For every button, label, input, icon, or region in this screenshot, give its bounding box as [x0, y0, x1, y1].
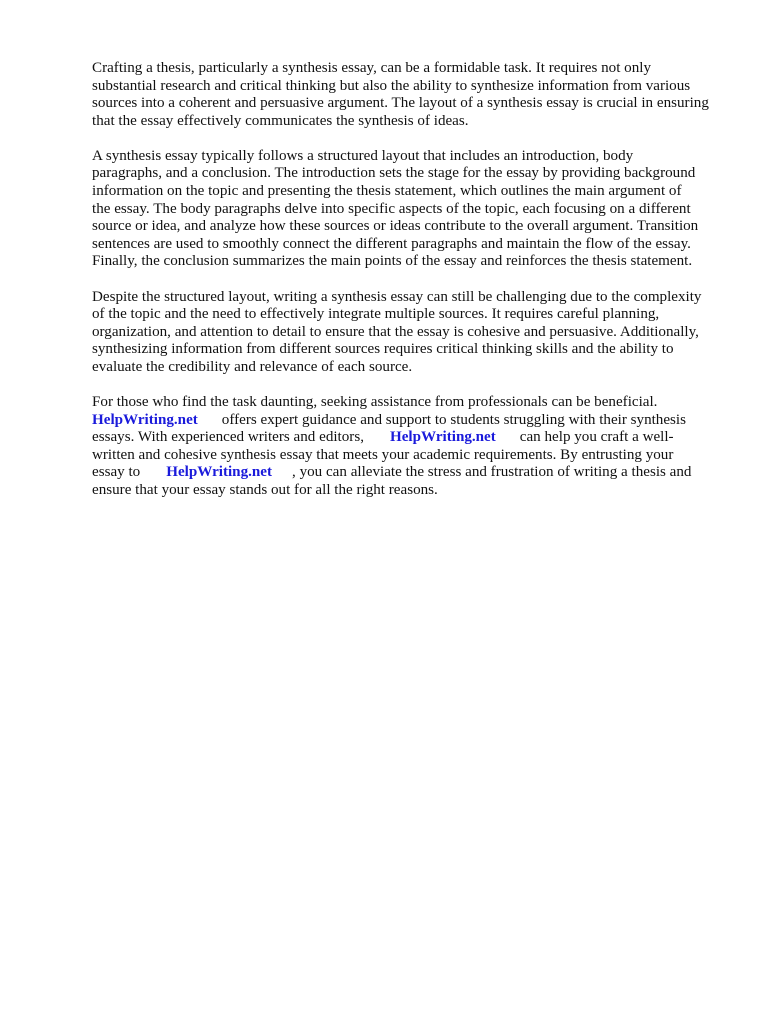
text-line: the essay. The body paragraphs delve into specific aspects of the topic, each focusing on a different	[92, 200, 691, 217]
text-line: written and cohesive synthesis essay that meets your academic requirements. By entrusting your	[92, 446, 674, 463]
text-line: Finally, the conclusion summarizes the main points of the essay and reinforces the thesis statement.	[92, 253, 693, 270]
text-fragment: essay to	[92, 464, 141, 481]
text-line: ensure that your essay stands out for all the right reasons.	[92, 481, 438, 498]
text-fragment: , you can alleviate the stress and frustration of writing a thesis and	[292, 464, 692, 481]
text-line: source or idea, and analyze how these sources or ideas contribute to the overall argument. Transition	[92, 218, 699, 235]
text-line: sentences are used to smoothly connect the different paragraphs and maintain the flow of the essay.	[92, 235, 691, 252]
text-line: Despite the structured layout, writing a synthesis essay can still be challenging due to the complexity	[92, 288, 702, 305]
text-fragment: essays. With experienced writers and editors,	[92, 429, 364, 446]
text-line: substantial research and critical thinking but also the ability to synthesize information from various	[92, 77, 691, 94]
paragraph-challenges	[92, 289, 732, 377]
text-line: paragraphs, and a conclusion. The introduction sets the stage for the essay by providing background	[92, 165, 696, 182]
helpwriting-link[interactable]: HelpWriting.net	[389, 429, 496, 446]
text-line: For those who find the task daunting, seeking assistance from professionals can be beneficial.	[92, 394, 658, 410]
text-fragment: offers expert guidance and support to students struggling with their synthesis	[221, 411, 686, 428]
text-line: A synthesis essay typically follows a structured layout that includes an introduction, body	[92, 147, 634, 164]
text-line	[92, 429, 732, 447]
text-line: Crafting a thesis, particularly a synthesis essay, can be a formidable task. It requires not only	[92, 60, 652, 76]
paragraph-layout	[92, 148, 732, 271]
text-line: of the topic and the need to effectively integrate multiple sources. It requires careful planning,	[92, 306, 660, 323]
helpwriting-link[interactable]: HelpWriting.net	[92, 411, 198, 428]
text-line: organization, and attention to detail to ensure that the essay is cohesive and persuasive. Additionally,	[92, 323, 699, 340]
text-line	[92, 412, 732, 430]
text-line	[92, 464, 732, 482]
paragraph-intro	[92, 60, 732, 130]
essay-body	[92, 60, 732, 517]
text-line: information on the topic and presenting the thesis statement, which outlines the main argument of	[92, 183, 682, 200]
paragraph-assistance	[92, 394, 732, 500]
helpwriting-link[interactable]: HelpWriting.net	[166, 464, 273, 481]
text-line: that the essay effectively communicates the synthesis of ideas.	[92, 112, 469, 129]
text-line: evaluate the credibility and relevance of each source.	[92, 358, 413, 375]
text-line: synthesizing information from different sources requires critical thinking skills and the ability to	[92, 341, 674, 358]
text-fragment: can help you craft a well-	[519, 429, 674, 446]
text-line: sources into a coherent and persuasive argument. The layout of a synthesis essay is crucial in ensuring	[92, 95, 709, 112]
